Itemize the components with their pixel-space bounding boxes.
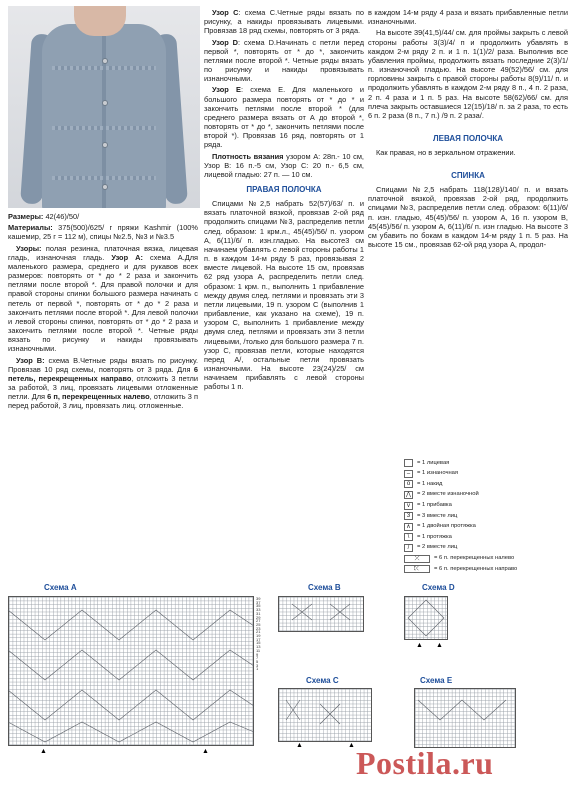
patterns-value: полая резинка, платочная вязка, лицевая гладь, изнаночная гладь. [8, 243, 198, 262]
scheme-d-start-arrow-icon: ▲ [416, 642, 423, 649]
scheme-b-title: Схема В [308, 583, 341, 592]
legend-symbol-icon: o [404, 480, 413, 488]
watermark-logo: Postila.ru [356, 745, 494, 781]
pattern-b-bold: 6 петель, перекрещенных направо [8, 364, 198, 383]
scheme-c-cable [286, 700, 340, 724]
back-heading: СПИНКА [451, 171, 485, 181]
legend-symbol-icon: ⤪ [404, 565, 430, 573]
legend-symbol-icon: – [404, 470, 413, 478]
sizes-value: 42(46)/50/ [43, 212, 80, 221]
scheme-a-row-numbers: 39 37 35 33 31 29 27 25 23 21 19 17 15 13 11 9 7 5 3 1 [256, 596, 261, 672]
materials-value: 375(500)/625/ г пряжи Kashmir (100% кашемир, 25 г = 112 м), спицы №2.5, №3 и №3.5 [8, 223, 198, 242]
legend-label: = 3 вместе лиц [417, 512, 458, 519]
legend-label: = 1 накид [417, 480, 443, 487]
scheme-a-end-arrow-icon: ▲ [202, 748, 209, 755]
legend-symbol-icon: ⋀ [404, 491, 413, 499]
legend-label: = 1 лицевая [417, 459, 450, 466]
scheme-a-zigzag [8, 610, 254, 640]
scheme-a-zigzag [8, 650, 254, 680]
legend-label: = 1 прибавка [417, 502, 452, 509]
legend-symbol-icon: v [404, 502, 413, 510]
patterns-label: Узоры: [16, 243, 42, 253]
left-front-text: Как правая, но в зеркальном отражении. [376, 147, 516, 157]
scheme-a-zigzag [8, 722, 254, 742]
scheme-c-end-arrow-icon: ▲ [348, 742, 355, 749]
pattern-e-text: : схема Е. Для маленького и большого размера повторять от * до * и закончить петлями после второй * (для среднего размера вязать от А до второй *, повторять от * до *, закончить петлями после второй *). Провязав 16 ряд, повторять от 1 ряда. [204, 85, 364, 150]
legend-label: = 1 изнаночная [417, 470, 459, 477]
legend-label: = 6 п. перекрещенных налево [434, 555, 515, 562]
legend-label: = 1 двойная протяжка [417, 523, 476, 530]
pattern-d-text: : схема D.Начинать с петли перед первой *, повторять от * до *, закончить петлями после второй *. Четные ряды вязать по рисунку и накиды провязывать изнаночными. [204, 37, 365, 84]
pattern-e-label: Узор Е [212, 85, 241, 95]
sizes-label: Размеры: [8, 212, 44, 221]
col3-text-2: На высоте 39(41,5)/44/ см. для проймы закрыть с левой стороны работы 3(3)/4/ п и продолжить убавлять в каждом 2-м ряду 2 п. и 1 п. 1(1)/2/ раза. Выполнив все убавления проймы, продолжить вязать последние 2(3)/1/ п. изнаночной гладью. На высоте 49(52)/56/ см. для горловины закрыть с правой стороны работы 8(9)/11/ п. и продолжить убавлять в каждом 2-м ряду 8 п., 4 п. 2 раза, 2 п. 4 раза и 1 п. 5 раз. На высоте 58(62)/66/ см. для плеча закрыть оставшиеся 12(15)/18/ п. за 2 раза, то есть 6 п. 2 раза (8 п., 7 п.) /9 п. 2 раза/. [368, 28, 568, 120]
materials-label: Материалы: [8, 223, 53, 233]
col3-text-1: в каждом 14-м ряду 4 раза и вязать прибавленные петли изнаночными. [368, 8, 568, 27]
pattern-b-bold: 6 п, перекрещенных налево [47, 392, 150, 402]
scheme-a-zigzag [8, 690, 254, 720]
pattern-b-label: Узор В: [16, 355, 45, 365]
density-text: узором А: 28п.- 10 см, Узор В: 16 п.-5 см, Узор С: 20 п.- 6,5 см, лицевой гладью: 27 п. — 10 см. [204, 151, 364, 179]
right-front-text: Спицами №2,5 набрать 52(57)/63/ п. и вязать платочной вязкой, провязав 2-ой ряд продолжить спицами №3, распределив петли след. образом: 1 крм.л., 45(45)/56/ п. узором А, 6(11)/6/ п. изн.гладью. На высоте3 см начинаем убавлять с левой стороны работы 1 п. в каждом 14-м ряду 5 раз, провязывая 2 вместе лицевой. На высоте 15 см, провязав 62 ряд узора А, распределить петли след. образом: 1 крм. п., выполнить 1 прибавление между двумя след. петлями и провязать эти 3 петли лицевыми, 19 п. узором С (выполнив 1 прибавление, как указано на схеме), 19 п. узором С, выполнить 1 прибавление между двумя след. петлями и провязать эти 3 петли лицевыми, /только для большого размера 7 п. узор С, провязав петли, которые находятся перед А/, остальные петли провязать изнаночными. На высоте 23(24)/25/ см начинаем прибавлять с левой стороны работы 1 п. [204, 199, 364, 392]
pattern-d-label: Узор D [212, 37, 239, 47]
back-text: Спицами №2,5 набрать 118(128)/140/ п. и вязать платочной вязкой, провязав 2-ой ряд, продолжить спицами №3, распределив петли след. образом: 6(11)/6/ п. изн. гладью, 45(45)/56/ п. узором А, 16 п. узором В, 45(45)/56/ п. узором А, 6(11)/6/ п. изн гладью. На высоте 3 см убавить по бокам в каждом 14-м ряду 1 п. 5 раз. На высоте 15 см., провязав 62-ой ряд узора А, продол- [368, 185, 568, 250]
legend-symbol-icon: \ [404, 533, 413, 541]
pattern-b-text: , отложить 3 п перед работой, 3 лиц, провязать лиц. отложенные. [8, 392, 198, 411]
scheme-c-start-arrow-icon: ▲ [296, 742, 303, 749]
scheme-a-start-arrow-icon: ▲ [40, 748, 47, 755]
scheme-c-title: Схема С [306, 676, 339, 685]
scheme-b-cable [292, 604, 350, 620]
left-front-heading: ЛЕВАЯ ПОЛОЧКА [433, 134, 503, 144]
pattern-c-label: Узор С [212, 8, 239, 17]
legend-label: = 6 п. перекрещенных направо [434, 565, 518, 572]
legend-symbol-icon: / [404, 544, 413, 552]
legend-symbol-icon: ∧ [404, 523, 413, 531]
legend-symbol-icon: 3 [404, 512, 413, 520]
legend-label: = 2 вместе изнаночной [417, 491, 479, 498]
scheme-e-zigzag [418, 700, 506, 720]
legend-label: = 2 вместе лиц [417, 544, 458, 551]
pattern-c-text: : схема С.Четные ряды вязать по рисунку, а накиды провязывать лицевыми. Провязав 18 ряд схемы, повторять от 3 ряда. [204, 8, 364, 36]
scheme-d-diamond [408, 600, 444, 636]
right-front-heading: ПРАВАЯ ПОЛОЧКА [246, 185, 322, 195]
pattern-a-label: Узор А: [111, 252, 143, 262]
legend-label: = 1 протяжка [417, 533, 452, 540]
scheme-d-title: Схема D [422, 583, 455, 592]
pattern-b-text: , отложить 3 петли за работой, 3 лиц, провязать лицевыми отложенные петли. Для [8, 373, 198, 402]
scheme-e-title: Схема Е [420, 676, 453, 685]
pattern-b-text: схема В.Четные ряды вязать по рисунку. Провязав 10 ряд схемы, повторять от 3 ряда. Для [8, 355, 198, 374]
legend-symbol-icon: ⤫ [404, 555, 430, 563]
density-label: Плотность вязания [212, 151, 284, 161]
scheme-a-title: Схема А [44, 583, 77, 592]
scheme-d-end-arrow-icon: ▲ [436, 642, 443, 649]
pattern-a-text: схема А.Для маленького размера, среднего и для рукавов всех размеров: повторять от * до * 2 раза и закончить петлями после второй *. Для правой полочки и для правой стороны спинки большого размера начинать с петель от первой *, повторять от * до * 2 раза и закончить петлями после второй *. Для левой полочки и левой стороны спинки, повторять от * до * 2 раза и закончить петлями после второй *. Четные ряды вязать по рисунку и накиды провязывать изнаночными. [8, 252, 199, 354]
